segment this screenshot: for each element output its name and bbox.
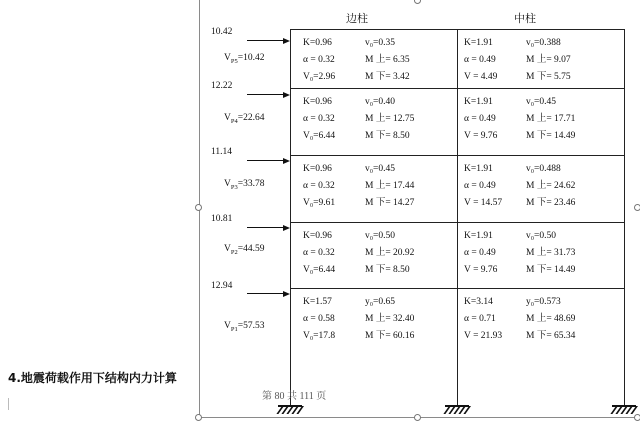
load-arrow (247, 94, 284, 95)
middle-cell-text: α = 0.49 (464, 114, 496, 124)
arrow-head-icon (283, 158, 290, 164)
arrow-head-icon (283, 38, 290, 44)
middle-cell-text: M 上= 31.73 (526, 248, 576, 258)
load-arrow (247, 293, 284, 294)
edge-cell-text: K=0.96 (303, 38, 332, 48)
edge-cell-text: M 上= 32.40 (365, 314, 415, 324)
frame-beam-5 (290, 29, 625, 30)
load-arrow (247, 160, 284, 161)
middle-cell-text: V = 21.93 (464, 331, 503, 341)
edge-cell-text: V₀=6.44 (303, 131, 336, 141)
page-number: 第 80 共 111 页 (262, 391, 327, 402)
lateral-load-value: 10.81 (211, 214, 233, 224)
frame-beam-3 (290, 155, 625, 156)
lateral-load-value: 12.22 (211, 81, 233, 91)
frame-beam-4 (290, 88, 625, 89)
middle-cell-text: v₀=0.50 (526, 231, 557, 241)
edge-cell-text: α = 0.32 (303, 248, 335, 258)
middle-cell-text: M 上= 17.71 (526, 114, 576, 124)
lateral-load-value: 11.14 (211, 147, 233, 157)
resize-handle-bottom[interactable] (414, 414, 421, 421)
edge-cell-text: K=0.96 (303, 97, 332, 107)
section-heading: 4.地震荷载作用下结构内力计算 (8, 371, 177, 385)
edge-cell-text: M 下= 14.27 (365, 198, 415, 208)
resize-handle-left[interactable] (195, 204, 202, 211)
edge-cell-text: v₀=0.45 (365, 164, 396, 174)
resize-handle-bottom-left[interactable] (195, 414, 202, 421)
middle-cell-text: α = 0.49 (464, 181, 496, 191)
story-shear: $V_{P5}=10.42$ (224, 53, 265, 65)
edge-cell-text: V₀=2.96 (303, 72, 336, 82)
edge-cell-text: K=0.96 (303, 164, 332, 174)
middle-cell-text: M 下= 23.46 (526, 198, 576, 208)
story-shear: $V_{P4}=22.64$ (224, 113, 265, 125)
middle-cell-text: V = 14.57 (464, 198, 503, 208)
edge-cell-text: α = 0.58 (303, 314, 335, 324)
middle-cell-text: v₀=0.45 (526, 97, 557, 107)
column-heading-edge: 边柱 (346, 12, 368, 25)
load-arrow (247, 40, 284, 41)
edge-cell-text: M 上= 6.35 (365, 55, 410, 65)
middle-cell-text: V = 9.76 (464, 265, 498, 275)
edge-cell-text: v₀=0.50 (365, 231, 396, 241)
edge-cell-text: V₀=6.44 (303, 265, 336, 275)
column-heading-middle: 中柱 (514, 12, 536, 25)
middle-cell-text: M 下= 65.34 (526, 331, 576, 341)
middle-cell-text: K=1.91 (464, 231, 493, 241)
fixed-support-1 (445, 405, 469, 415)
edge-cell-text: K=0.96 (303, 231, 332, 241)
lateral-load-value: 12.94 (211, 281, 233, 291)
frame-beam-2 (290, 222, 625, 223)
edge-cell-text: M 上= 12.75 (365, 114, 415, 124)
edge-cell-text: M 上= 17.44 (365, 181, 415, 191)
middle-cell-text: α = 0.71 (464, 314, 496, 324)
frame-beam-1 (290, 288, 625, 289)
middle-cell-text: K=1.91 (464, 97, 493, 107)
edge-cell-text: v₀=0.40 (365, 97, 396, 107)
middle-cell-text: K=3.14 (464, 297, 493, 307)
middle-cell-text: v₀=0.388 (526, 38, 561, 48)
story-shear: $V_{P3}=33.78$ (224, 179, 265, 191)
middle-cell-text: M 下= 5.75 (526, 72, 571, 82)
story-shear: $V_{P1}=57.53$ (224, 321, 265, 333)
arrow-head-icon (283, 92, 290, 98)
edge-cell-text: V₀=17.8 (303, 331, 336, 341)
arrow-head-icon (283, 225, 290, 231)
frame-column-right (624, 29, 625, 405)
edge-cell-text: y₀=0.65 (365, 297, 396, 307)
frame-column-middle (457, 29, 458, 405)
story-shear: $V_{P2}=44.59$ (224, 244, 265, 256)
middle-cell-text: M 上= 48.69 (526, 314, 576, 324)
load-arrow (247, 227, 284, 228)
frame-column-left (290, 29, 291, 405)
middle-cell-text: α = 0.49 (464, 55, 496, 65)
middle-cell-text: M 下= 14.49 (526, 131, 576, 141)
middle-cell-text: V = 9.76 (464, 131, 498, 141)
margin-marker (8, 398, 9, 410)
middle-cell-text: M 下= 14.49 (526, 265, 576, 275)
edge-cell-text: α = 0.32 (303, 114, 335, 124)
edge-cell-text: V₀=9.61 (303, 198, 336, 208)
edge-cell-text: α = 0.32 (303, 55, 335, 65)
fixed-support-0 (278, 405, 302, 415)
edge-cell-text: M 下= 60.16 (365, 331, 415, 341)
edge-cell-text: K=1.57 (303, 297, 332, 307)
fixed-support-2 (612, 405, 636, 415)
middle-cell-text: M 上= 24.62 (526, 181, 576, 191)
resize-handle-bottom-right[interactable] (634, 414, 640, 421)
middle-cell-text: K=1.91 (464, 38, 493, 48)
edge-cell-text: M 上= 20.92 (365, 248, 415, 258)
edge-cell-text: M 下= 8.50 (365, 131, 410, 141)
middle-cell-text: M 上= 9.07 (526, 55, 571, 65)
middle-cell-text: v₀=0.488 (526, 164, 561, 174)
middle-cell-text: V = 4.49 (464, 72, 498, 82)
middle-cell-text: α = 0.49 (464, 248, 496, 258)
arrow-head-icon (283, 291, 290, 297)
edge-cell-text: M 下= 3.42 (365, 72, 410, 82)
middle-cell-text: K=1.91 (464, 164, 493, 174)
edge-cell-text: M 下= 8.50 (365, 265, 410, 275)
middle-cell-text: y₀=0.573 (526, 297, 561, 307)
edge-cell-text: v₀=0.35 (365, 38, 396, 48)
resize-handle-right[interactable] (634, 204, 640, 211)
lateral-load-value: 10.42 (211, 27, 233, 37)
edge-cell-text: α = 0.32 (303, 181, 335, 191)
document-page (199, 0, 638, 418)
